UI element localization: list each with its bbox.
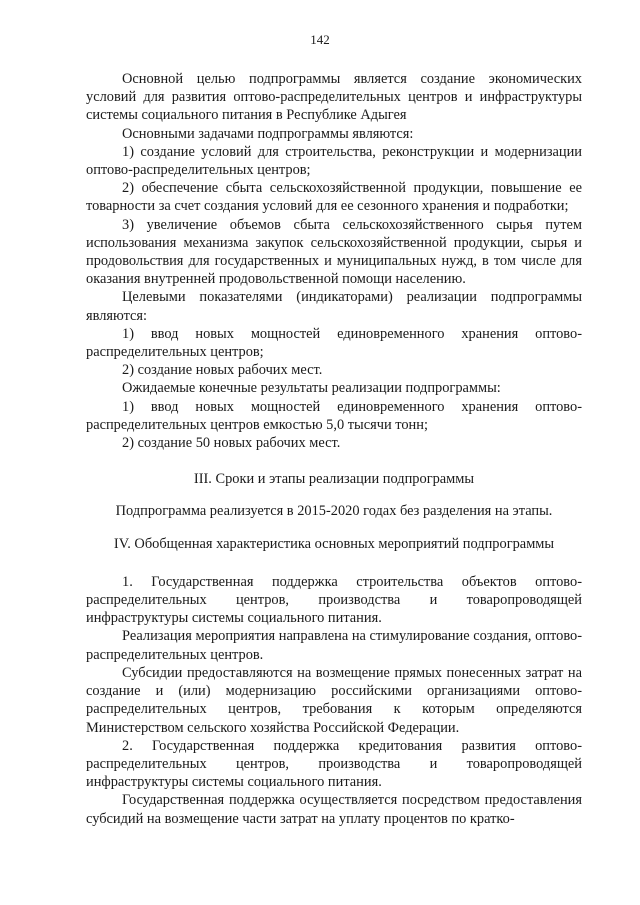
paragraph-indicator-1: 1) ввод новых мощностей единовременного хранения оптово-распределительных центров; — [86, 325, 582, 361]
paragraph-measure-1: 1. Государственная поддержка строительства объектов оптово-распределительных центров, производства и товаропроводящей инфраструктуры системы социального питания. — [86, 573, 582, 627]
paragraph-goal: Основной целью подпрограммы является создание экономических условий для развития оптово-распределительных центров и инфраструктуры системы социального питания в Республике Адыгея — [86, 71, 582, 124]
paragraph-indicator-2: 2) создание новых рабочих мест. — [122, 362, 323, 379]
section-3-text: Подпрограмма реализуется в 2015-2020 годах без разделения на этапы. — [115, 503, 553, 520]
paragraph-tasks-intro: Основными задачами подпрограммы являются: — [122, 125, 414, 142]
paragraph-result-1: 1) ввод новых мощностей единовременного хранения оптово-распределительных центров емкостью 5,0 тысячи тонн; — [86, 398, 582, 433]
paragraph-indicators-intro: Целевыми показателями (индикаторами) реализации подпрограммы являются: — [86, 289, 582, 324]
paragraph-support: Государственная поддержка осуществляется посредством предоставления субсидий на возмещение части затрат на уплату процентов по кратко- — [86, 792, 582, 827]
paragraph-subsidies: Субсидии предоставляются на возмещение прямых понесенных затрат на создание и (или) модернизацию российскими организациями оптово-распределительных центров, требования к которым определяются Министерством сельского хозяйства Российской Федерации. — [86, 664, 582, 736]
paragraph-task-2: 2) обеспечение сбыта сельскохозяйственной продукции, повышение ее товарности за счет создания условий для ее сезонного хранения и подработки; — [86, 180, 582, 215]
paragraph-task-1: 1) создание условий для строительства, реконструкции и модернизации оптово-распределительных центров; — [86, 143, 582, 179]
paragraph-measure-1-aim: Реализация мероприятия направлена на стимулирование создания, оптово-распределительных центров. — [86, 628, 583, 663]
paragraph-result-2: 2) создание 50 новых рабочих мест. — [122, 435, 341, 452]
paragraph-measure-2: 2. Государственная поддержка кредитования развития оптово-распределительных центров, производства и товаропроводящей инфраструктуры системы социального питания. — [86, 737, 582, 791]
section-4-heading: IV. Обобщенная характеристика основных мероприятий подпрограммы — [113, 535, 555, 552]
paragraph-task-3: 3) увеличение объемов сбыта сельскохозяйственного сырья путем использования механизма закупок сельскохозяйственной продукции, сырья и продовольствия для государственных и муниципальных нужд, в том числе для оказания внутренней продовольственной помощи населению. — [86, 216, 582, 288]
section-3-heading: III. Сроки и этапы реализации подпрограммы — [193, 471, 475, 488]
page-number: 142 — [310, 32, 330, 47]
document-body — [86, 70, 582, 828]
paragraph-results-intro: Ожидаемые конечные результаты реализации подпрограммы: — [122, 380, 501, 397]
